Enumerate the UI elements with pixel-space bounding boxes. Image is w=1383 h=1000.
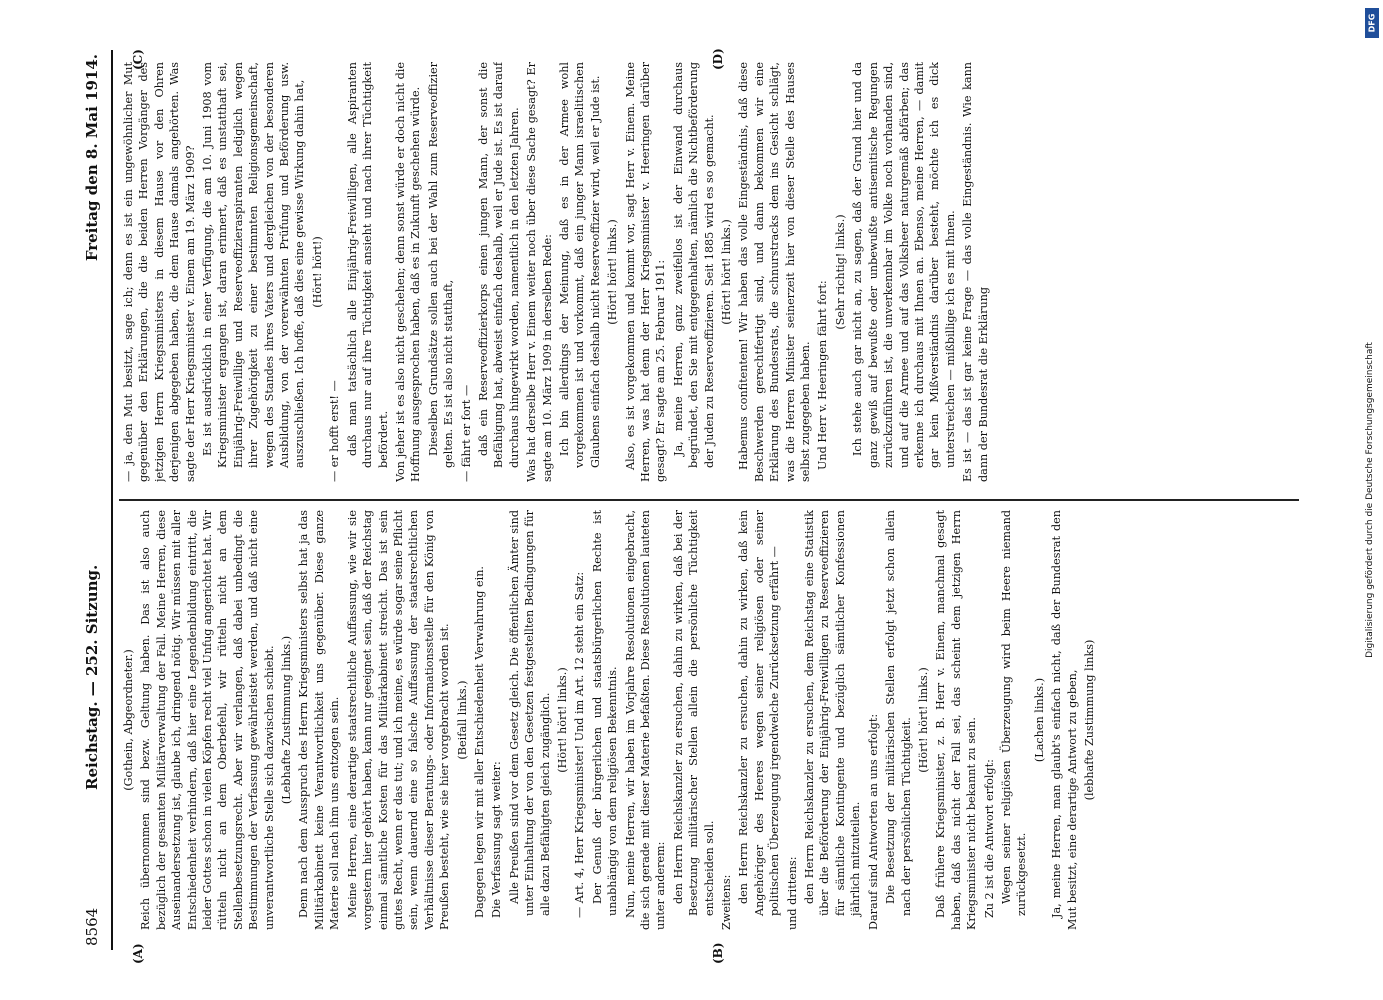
paragraph: Denn nach dem Ausspruch des Herrn Kriegsministers selbst hat ja das Militärkabinett keine Verantwortlichkeit uns gegenüber. Diese ganze Materie soll nach ihm uns entzogen sein.	[297, 510, 342, 930]
header-left-title: Reichstag. — 252. Sitzung.	[83, 564, 101, 790]
page-number: 8564	[83, 907, 101, 946]
paragraph: Zu 2 ist die Antwort erfolgt:	[982, 759, 996, 918]
quotation: Die Besetzung der militärischen Stellen erfolgt jetzt schon allein nach der persönlichen Tüchtigkeit.	[884, 510, 913, 916]
page-header	[71, 50, 113, 950]
paragraph: Reich übernommen sind bezw. Geltung haben. Das ist also auch bezüglich der gesamten Militärverwaltung der Fall. Meine Herren, diese Auseinandersetzung ist, glaube ich, dringend nötig. Wir müssen mit aller Entschiedenheit verhindern, daß hier eine Legendenbildung eintritt, die leider Gottes schon in vielen Köpfen recht viel Unfug angerichtet hat. Wir rütteln nicht an dem Oberbefehl, wir rütteln nicht an dem Stellenbesetzungsrecht. Aber wir verlangen, daß dabei unbedingt die Bestimmungen der Verfassung gewährleistet werden, und daß nicht eine unverantwortliche Stelle sich dazwischen schiebt.	[139, 510, 276, 930]
paragraph: und drittens:	[785, 856, 799, 930]
paragraph: Dagegen legen wir mit aller Entschiedenheit Verwahrung ein.	[472, 566, 486, 918]
paragraph: Und Herr v. Heeringen fährt fort:	[816, 280, 830, 470]
paragraph: Meine Herren, eine derartige staatsrechtliche Auffassung, wie wir sie vorgestern hier gehört haben, kann nur geeignet sein, daß der Reichstag einmal sämtliche Kosten für das Militärkabinett streicht. Das ist sein gutes Recht, wenn er das tut; und ich meine, es würde sogar seine Pflicht sein, wenn dauernd eine so falsche Auffassung der staatsrechtlichen Verhältnisse dieser Beratungs- oder Informationsstelle für den König von Preußen besteht, wie sie hier vorgebracht worden ist.	[345, 510, 452, 930]
paragraph: Von jeher ist es also nicht geschehen; denn sonst würde er doch nicht die Hoffnung ausgesprochen haben, daß es in Zukunft geschehen würde.	[393, 62, 423, 482]
left-column	[121, 510, 1301, 930]
paragraph: Die Verfassung sagt weiter:	[490, 761, 504, 918]
quotation: Ja, meine Herren, ganz zweifellos ist der Einwand durchaus begründet, den Sie mit entgegenhalten, nämlich die Nichtbeförderung der Juden zu Reserveoffizieren. Seit 1885 wird es so gemacht.	[671, 62, 716, 468]
quotation: den Herrn Reichskanzler zu ersuchen, dem Reichstag eine Statistik über die Beförderung der Einjährig-Freiwilligen zu Reserveoffizieren für sämtliche Kontingente und bezüglich sämtlicher Konfessionen jährlich mitzuteilen.	[803, 510, 863, 916]
paragraph: — fährt er fort —	[459, 384, 473, 482]
quotation: Wegen seiner religiösen Überzeugung wird beim Heere niemand zurückgesetzt.	[999, 510, 1029, 916]
column-divider	[119, 499, 1299, 501]
paragraph: Daß frühere Kriegsminister, z. B. Herr v. Einem, manchmal gesagt haben, daß das nicht der Fall sei, das scheint dem jetzigen Herrn Kriegsminister nicht bekannt zu sein.	[934, 510, 979, 930]
interjection: (Lebhafte Zustimmung links.)	[280, 635, 294, 805]
interjection: (Beifall links.)	[455, 680, 469, 760]
paragraph: — ja, den Mut besitzt, sage ich; denn es ist ein ungewöhnlicher Mut gegenüber den Erklärungen, die die beiden Herren Vorgänger des jetzigen Herrn Kriegsministers in diesem Hause vor den Ohren derjenigen abgegeben haben, die dem Hause damals angehörten. Was sagte der Herr Kriegsminister v. Einem am 19. März 1909?	[122, 62, 197, 482]
quotation: Ich bin allerdings der Meinung, daß es in der Armee wohl vorgekommen ist und vorkommt, daß ein junger Mann israelitischen Glaubens einfach deshalb nicht Reserveoffizier wird, weil er Jude ist.	[557, 62, 602, 468]
paragraph: Also, es ist vorgekommen und kommt vor, sagt Herr v. Einem. Meine Herren, was hat denn der Herr Kriegsminister v. Heeringen darüber gesagt? Er sagte am 25. Februar 1911:	[623, 62, 668, 482]
paragraph: Ja, meine Herren, man glaubt's einfach nicht, daß der Bundesrat den Mut besitzt, eine derartige Antwort zu geben,	[1050, 510, 1079, 930]
interjection: (Lachen links.)	[1032, 677, 1046, 763]
quotation: Alle Preußen sind vor dem Gesetz gleich. Die öffentlichen Ämter sind unter Einhaltung der von den Gesetzen festgestellten Bedingungen für alle dazu Befähigten gleich zugänglich.	[507, 510, 552, 916]
quotation: Dieselben Grundsätze sollen auch bei der Wahl zum Reserveoffizier gelten. Es ist also nicht statthaft,	[426, 62, 456, 468]
margin-mark-a: (A)	[131, 943, 145, 964]
paragraph: — er hofft erst! —	[328, 380, 342, 482]
interjection: (Hört! hört! links.)	[606, 219, 620, 325]
right-column	[121, 62, 1301, 482]
paragraph: Zweitens:	[720, 874, 734, 930]
paragraph: Was hat derselbe Herr v. Einem weiter noch über diese Sache gesagt? Er sagte am 10. März 1909 in derselben Rede:	[525, 62, 554, 482]
quotation: Der Genuß der bürgerlichen und staatsbürgerlichen Rechte ist unabhängig von dem religiösen Bekenntnis.	[590, 510, 620, 916]
interjection: (Hört! hört! links.)	[720, 219, 734, 325]
paragraph: Es ist — das ist gar keine Frage — das volle Eingeständnis. Wie kann dann der Bundesrat die Erklärung	[961, 62, 990, 482]
quotation: den Herrn Reichskanzler zu ersuchen, dahin zu wirken, daß kein Angehöriger des Heeres wegen seiner religiösen oder seiner politischen Überzeugung irgendwelche Zurücksetzung erfährt —	[737, 510, 782, 916]
quotation: Es ist ausdrücklich in einer Verfügung, die am 10. Juni 1908 vom Kriegsminister ergangen ist, daran erinnert, daß es unstatthaft sei, Einjährig-Freiwillige und Reserveoffizieraspiranten lediglich wegen ihrer Zugehörigkeit zu einer bestimmten Religionsgemeinschaft, wegen des Standes ihres Vaters und dergleichen von der besonderen Ausbildung, von der vorerwähnten Prüfung und Beförderung usw. auszuschließen. Ich hoffe, daß dies eine gewisse Wirkung dahin hat,	[201, 62, 307, 468]
paragraph: Nun, meine Herren, wir haben im Vorjahre Resolutionen eingebracht, die sich gerade mit dieser Materie befaßten. Diese Resolutionen lauteten unter anderem:	[623, 510, 668, 930]
digitization-note	[1363, 8, 1377, 992]
dfg-logo: DFG	[1365, 8, 1379, 38]
quotation: Ich stehe auch gar nicht an, zu sagen, daß der Grund hier und da ganz gewiß auf bewußte oder unbewußte antisemitische Regungen zurückzuführen ist, die unverkennbar im Volke noch vorhanden sind, und auf die Armee und auf das Volksheer naturgemäß abfärben; das erkenne ich durchaus mit Ihnen an. Ebenso, meine Herren, — damit gar kein Mißverständnis darüber besteht, möchte ich es dick unterstreichen — mißbillige ich es mit Ihnen.	[851, 62, 957, 468]
margin-mark-d: (D)	[711, 48, 725, 70]
rotated-sheet	[71, 48, 1311, 964]
digitization-note-text: Digitalisierung gefördert durch die Deutsche Forschungsgemeinschaft	[1365, 342, 1375, 658]
header-right-title: Freitag den 8. Mai 1914.	[83, 54, 101, 262]
quotation: daß ein Reserveoffizierkorps einen jungen Mann, der sonst die Befähigung hat, abweist einfach deshalb, weil er Jude ist. Es ist darauf durchaus hingewirkt worden, namentlich in den letzten Jahren.	[476, 62, 521, 468]
interjection: (Sehr richtig! links.)	[833, 214, 847, 330]
quotation: daß man tatsächlich alle Einjährig-Freiwilligen, alle Aspiranten durchaus nur auf ihre Tüchtigkeit ansieht und nach ihrer Tüchtigkeit befördert.	[345, 62, 390, 468]
paragraph: — Art. 4, Herr Kriegsminister! Und im Art. 12 steht ein Satz:	[573, 571, 587, 918]
speaker-note: (Gothein, Abgeordneter.)	[122, 649, 135, 791]
quotation: den Herrn Reichskanzler zu ersuchen, dahin zu wirken, daß bei der Besetzung militärischer Stellen allein die persönliche Tüchtigkeit entscheiden soll.	[671, 510, 716, 916]
margin-mark-b: (B)	[711, 942, 725, 964]
interjection: (Hört! hört! links.)	[916, 667, 930, 773]
paragraph: Habemus confitentem! Wir haben das volle Eingeständnis, daß diese Beschwerden gerechtfertigt sind, und dann bekommen wir eine Erklärung des Bundesrats, die schnurstracks dem ins Gesicht schlägt, was die Herren Minister seinerzeit hier von dieser Stelle des Hauses selbst zugegeben haben.	[737, 62, 813, 482]
interjection: (lebhafte Zustimmung links)	[1082, 639, 1096, 801]
interjection: (Hört! hört! links.)	[555, 667, 569, 773]
margin-mark-c: (C)	[131, 49, 145, 70]
paragraph: Darauf sind Antworten an uns erfolgt:	[866, 713, 880, 930]
interjection: (Hört! hört!)	[310, 236, 324, 308]
